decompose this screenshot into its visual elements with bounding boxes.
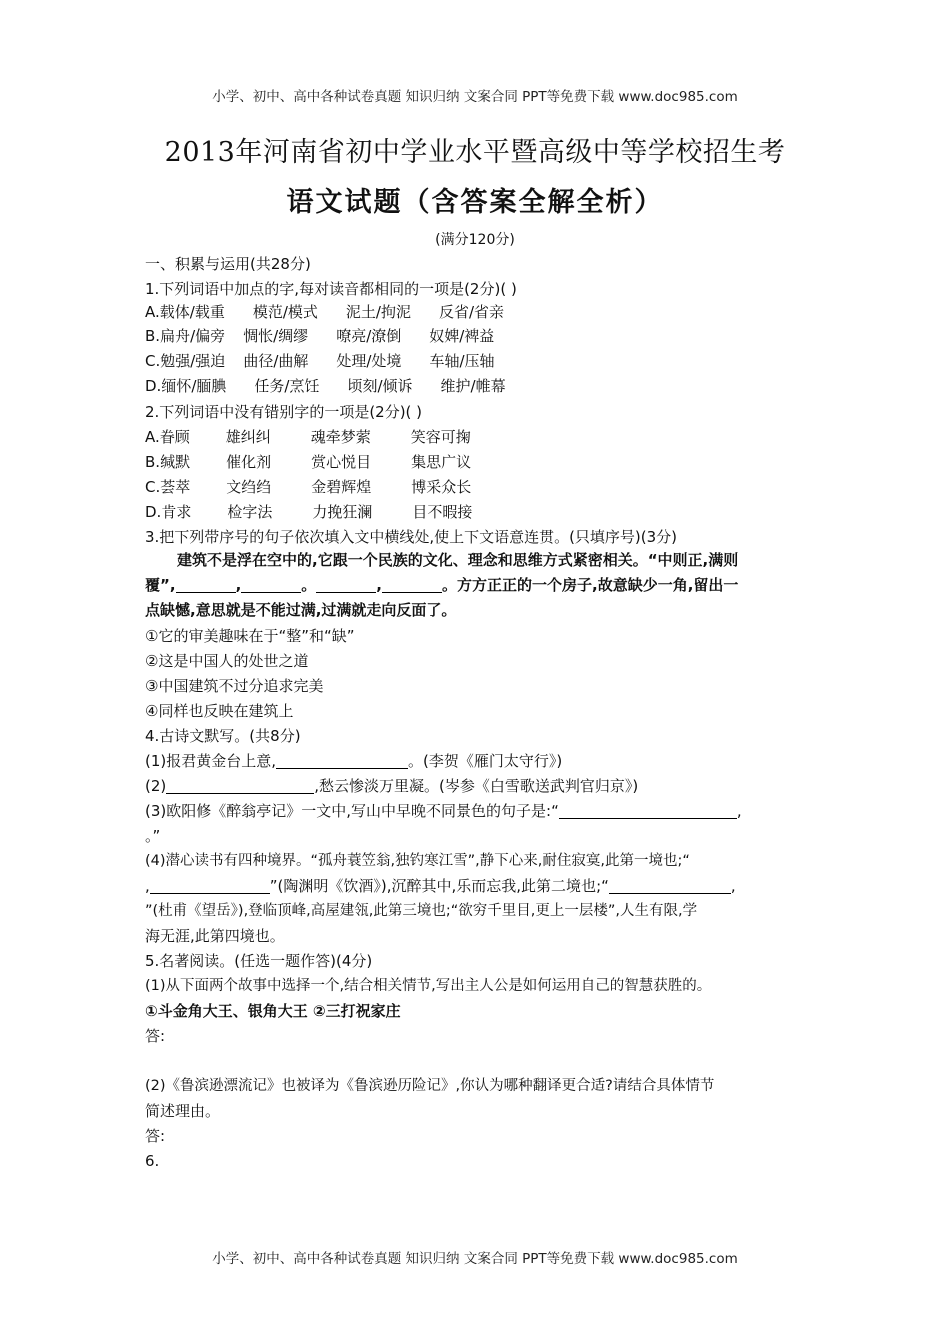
q1-option-c: C.勉强/强迫 曲径/曲解 处理/处境 车轴/压轴 (145, 352, 495, 370)
q6-label: 6. (145, 1152, 160, 1170)
q5-part1-options: ①斗金角大王、银角大王 ②三打祝家庄 (145, 1002, 401, 1020)
q3-sentence-2: ②这是中国人的处世之道 (145, 652, 309, 670)
q2-option-b: B.缄默 催化剂 赏心悦目 集思广议 (145, 453, 472, 471)
q4-blank-2[interactable] (166, 778, 314, 794)
q2-option-a: A.眷顾 雄纠纠 魂牵梦萦 笑容可掬 (145, 428, 471, 446)
q4-part4-line3: ”(杜甫《望岳》),登临顶峰,高屋建瓴,此第三境也;“欲穷千里目,更上一层楼”,人生有限,学 (145, 903, 698, 919)
q5-answer-label-1: 答: (145, 1027, 166, 1045)
q3-sentence-3: ③中国建筑不过分追求完美 (145, 677, 324, 695)
q4-blank-4[interactable] (150, 878, 270, 894)
q5-part1: (1)从下面两个故事中选择一个,结合相关情节,写出主人公是如何运用自己的智慧获胜的。 (145, 978, 712, 994)
q1-option-d: D.缅怀/腼腆 任务/烹饪 顷刻/倾诉 维护/帷幕 (145, 377, 506, 395)
exam-subtitle: 语文试题（含答案全解全析） (286, 187, 664, 218)
q3-sentence-1: ①它的审美趣味在于“整”和“缺” (145, 627, 355, 645)
q2-stem: 2.下列词语中没有错别字的一项是(2分)( ) (145, 403, 423, 421)
q1-option-b: B.扁舟/偏旁 惆怅/绸缪 嘹亮/潦倒 奴婢/裨益 (145, 327, 495, 345)
q3-sentence-4: ④同样也反映在建筑上 (145, 702, 294, 720)
q4-part3: (3)欧阳修《醉翁亭记》一文中,写山中早晚不同景色的句子是:“ , (145, 802, 742, 820)
q3-blank-4[interactable] (382, 577, 442, 593)
section-heading: 一、积累与运用(共28分) (145, 255, 311, 273)
q3-stem: 3.把下列带序号的句子依次填入文中横线处,使上下文语意连贯。(只填序号)(3分) (145, 528, 678, 546)
q4-part3-end: 。” (145, 827, 161, 845)
total-score: (满分120分) (435, 232, 515, 248)
q3-passage-line1: 建筑不是浮在空中的,它跟一个民族的文化、理念和思维方式紧密相关。“中则正,满则 (177, 551, 739, 569)
q4-part4-line4: 海无涯,此第四境也。 (145, 927, 285, 945)
q4-blank-5[interactable] (609, 878, 731, 894)
q1-stem: 1.下列词语中加点的字,每对读音都相同的一项是(2分)( ) (145, 280, 517, 298)
q3-passage-line3: 点缺憾,意思就是不能过满,过满就走向反面了。 (145, 601, 457, 619)
q4-part1: (1)报君黄金台上意, 。(李贺《雁门太守行》) (145, 752, 563, 770)
q5-part2-line1: (2)《鲁滨逊漂流记》也被译为《鲁滨逊历险记》,你认为哪种翻译更合适?请结合具体情节 (145, 1078, 715, 1094)
q1-option-a: A.载体/载重 模范/模式 泥土/拘泥 反省/省亲 (145, 303, 505, 321)
q4-stem: 4.古诗文默写。(共8分) (145, 727, 301, 745)
exam-title: 2013年河南省初中学业水平暨高级中等学校招生考 (164, 137, 786, 168)
q2-option-c: C.荟萃 文绉绉 金碧辉煌 博采众长 (145, 478, 472, 496)
q3-passage-line2: 覆”, , 。 , 。方方正正的一个房子,故意缺少一角,留出一 (145, 576, 739, 594)
q4-blank-1[interactable] (276, 753, 408, 769)
page-footer: 小学、初中、高中各种试卷真题 知识归纳 文案合同 PPT等免费下载 www.doc985.com (212, 1251, 738, 1267)
q3-blank-2[interactable] (241, 577, 301, 593)
page-header: 小学、初中、高中各种试卷真题 知识归纳 文案合同 PPT等免费下载 www.doc985.com (212, 89, 738, 105)
q4-part4-line1: (4)潜心读书有四种境界。“孤舟蓑笠翁,独钓寒江雪”,静下心来,耐住寂寞,此第一境也;“ (145, 853, 690, 869)
q5-part2-line2: 简述理由。 (145, 1102, 221, 1120)
q4-blank-3[interactable] (559, 803, 737, 819)
q4-part4-line2: , ”(陶渊明《饮酒》),沉醉其中,乐而忘我,此第二境也;“ , (145, 877, 736, 895)
q5-answer-label-2: 答: (145, 1127, 166, 1145)
q4-part2: (2) ,愁云惨淡万里凝。(岑参《白雪歌送武判官归京》) (145, 777, 639, 795)
q3-blank-3[interactable] (316, 577, 376, 593)
q2-option-d: D.肯求 检字法 力挽狂澜 目不暇接 (145, 503, 473, 521)
q5-stem: 5.名著阅读。(任选一题作答)(4分) (145, 952, 373, 970)
q3-blank-1[interactable] (176, 577, 236, 593)
